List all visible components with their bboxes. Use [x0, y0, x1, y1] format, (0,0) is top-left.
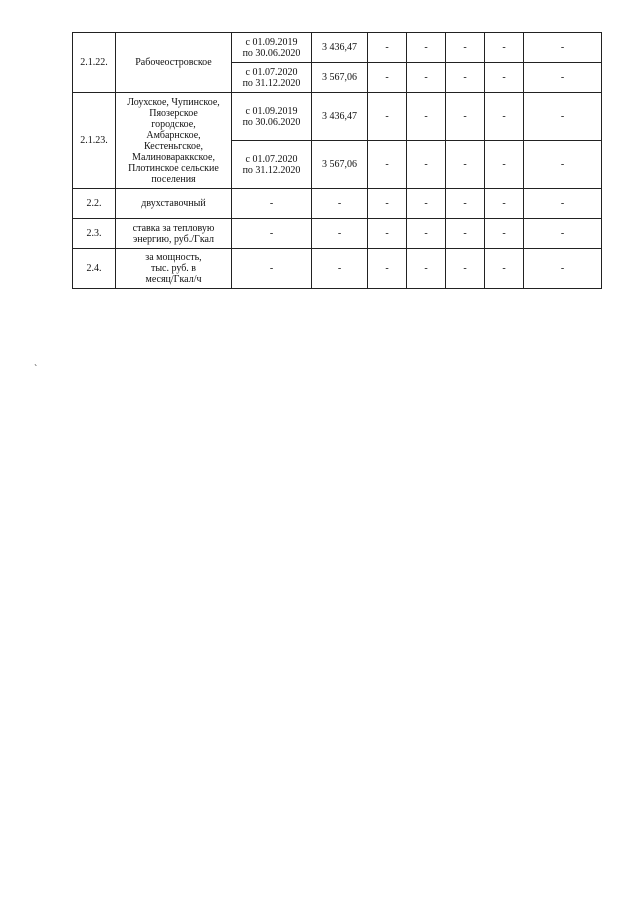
- table-row: [73, 249, 602, 289]
- dash-cell: -: [485, 189, 524, 219]
- dash-cell: -: [232, 249, 312, 289]
- dash-cell: -: [446, 63, 485, 93]
- settlement-name: Лоухское, Чупинское, Пяозерское городское, Амбарнское, Кестеньгское, Малиновараккское, Плотинское сельские поселения: [116, 93, 232, 189]
- stray-mark: `: [34, 364, 38, 375]
- dash-cell: -: [524, 141, 602, 189]
- dash-cell: -: [524, 63, 602, 93]
- settlement-name: двухставочный: [116, 189, 232, 219]
- row-number: 2.1.23.: [73, 93, 116, 189]
- dash-cell: -: [232, 219, 312, 249]
- dash-cell: -: [407, 141, 446, 189]
- dash-cell: -: [312, 249, 368, 289]
- dash-cell: -: [485, 33, 524, 63]
- dash-cell: -: [446, 141, 485, 189]
- table-row: [73, 93, 602, 141]
- tariff-table: [72, 32, 602, 289]
- dash-cell: -: [485, 63, 524, 93]
- dash-cell: -: [407, 63, 446, 93]
- settlement-name: за мощность, тыс. руб. в месяц/Гкал/ч: [116, 249, 232, 289]
- dash-cell: -: [446, 189, 485, 219]
- dash-cell: -: [446, 33, 485, 63]
- period-cell: с 01.07.2020 по 31.12.2020: [232, 141, 312, 189]
- dash-cell: -: [312, 189, 368, 219]
- dash-cell: -: [407, 33, 446, 63]
- period-cell: с 01.09.2019 по 30.06.2020: [232, 33, 312, 63]
- dash-cell: -: [485, 141, 524, 189]
- row-number: 2.4.: [73, 249, 116, 289]
- dash-cell: -: [407, 189, 446, 219]
- dash-cell: -: [232, 189, 312, 219]
- dash-cell: -: [368, 93, 407, 141]
- dash-cell: -: [407, 93, 446, 141]
- dash-cell: -: [312, 219, 368, 249]
- dash-cell: -: [407, 219, 446, 249]
- dash-cell: -: [524, 219, 602, 249]
- row-number: 2.3.: [73, 219, 116, 249]
- dash-cell: -: [524, 189, 602, 219]
- settlement-name: ставка за тепловую энергию, руб./Гкал: [116, 219, 232, 249]
- dash-cell: -: [407, 249, 446, 289]
- table-row: [73, 189, 602, 219]
- dash-cell: -: [524, 249, 602, 289]
- dash-cell: -: [368, 33, 407, 63]
- dash-cell: -: [485, 93, 524, 141]
- row-number: 2.1.22.: [73, 33, 116, 93]
- dash-cell: -: [524, 93, 602, 141]
- dash-cell: -: [446, 249, 485, 289]
- dash-cell: -: [446, 219, 485, 249]
- tariff-value: 3 436,47: [312, 33, 368, 63]
- period-cell: с 01.09.2019 по 30.06.2020: [232, 93, 312, 141]
- dash-cell: -: [368, 63, 407, 93]
- table-row: [73, 33, 602, 63]
- dash-cell: -: [446, 93, 485, 141]
- dash-cell: -: [485, 219, 524, 249]
- table-row: [73, 219, 602, 249]
- dash-cell: -: [485, 249, 524, 289]
- tariff-value: 3 567,06: [312, 63, 368, 93]
- dash-cell: -: [368, 219, 407, 249]
- tariff-value: 3 436,47: [312, 93, 368, 141]
- settlement-name: Рабочеостровское: [116, 33, 232, 93]
- dash-cell: -: [368, 249, 407, 289]
- row-number: 2.2.: [73, 189, 116, 219]
- dash-cell: -: [368, 141, 407, 189]
- period-cell: с 01.07.2020 по 31.12.2020: [232, 63, 312, 93]
- tariff-value: 3 567,06: [312, 141, 368, 189]
- dash-cell: -: [368, 189, 407, 219]
- dash-cell: -: [524, 33, 602, 63]
